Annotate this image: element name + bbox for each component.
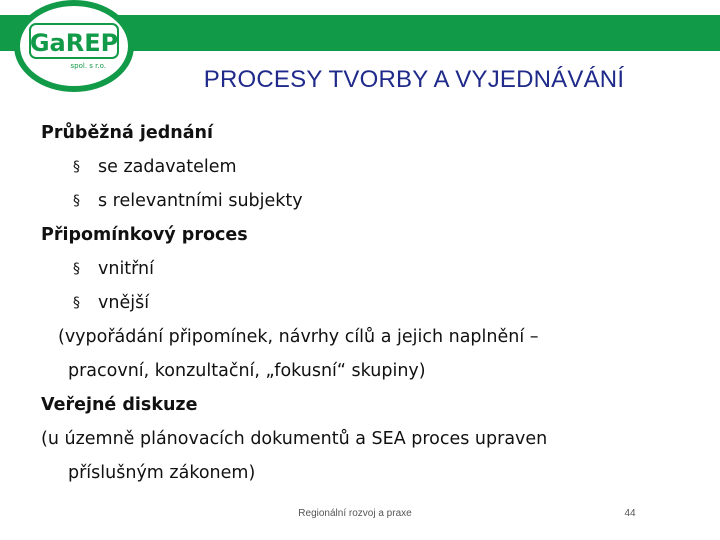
footer-text: Regionální rozvoj a praxe xyxy=(298,508,412,519)
note-line: pracovní, konzultační, „fokusní“ skupiny) xyxy=(68,361,426,381)
list-item-label: se zadavatelem xyxy=(98,157,237,177)
bullet-icon: § xyxy=(73,193,80,209)
list-item xyxy=(41,286,661,320)
list-item-label: vnitřní xyxy=(98,259,155,279)
list-item xyxy=(41,150,661,184)
slide-title: PROCESY TVORBY A VYJEDNÁVÁNÍ xyxy=(203,66,625,93)
bullet-icon: § xyxy=(73,261,80,277)
heading-public-discussion: Veřejné diskuze xyxy=(41,395,198,415)
bullet-icon: § xyxy=(73,159,80,175)
list-item xyxy=(41,252,661,286)
note-line: (vypořádání připomínek, návrhy cílů a jejich naplnění – xyxy=(58,327,539,347)
heading-comment-process: Připomínkový proces xyxy=(41,225,248,245)
page-number: 44 xyxy=(624,508,636,519)
list-item-label: s relevantními subjekty xyxy=(98,191,303,211)
heading-ongoing-negotiations: Průběžná jednání xyxy=(41,123,213,143)
bullet-icon: § xyxy=(73,295,80,311)
logo-subtext: spol. s r.o. xyxy=(70,62,106,70)
note-line: příslušným zákonem) xyxy=(68,463,256,483)
list-item-label: vnější xyxy=(98,293,150,313)
list-item xyxy=(41,184,661,218)
note-line: (u územně plánovacích dokumentů a SEA proces upraven xyxy=(41,429,548,449)
logo-text: GaREP xyxy=(29,29,119,57)
slide-content xyxy=(41,116,661,490)
